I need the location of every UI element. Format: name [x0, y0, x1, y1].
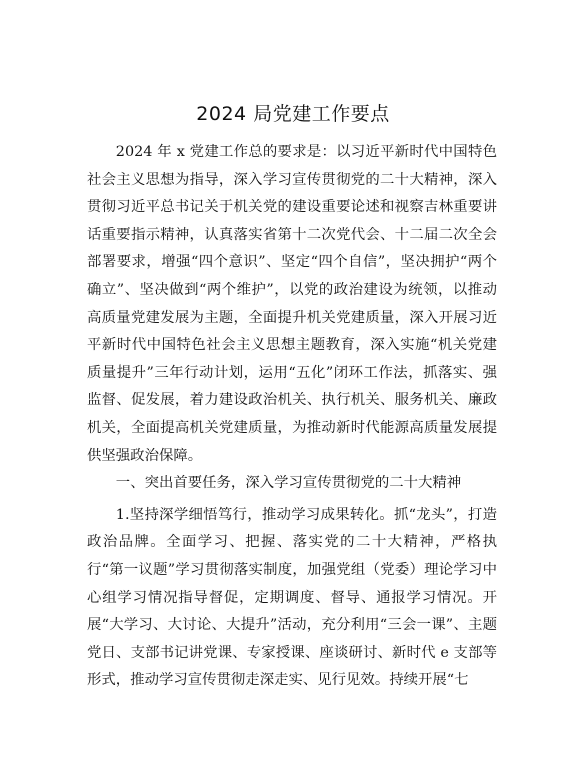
intro-paragraph: 2024 年 x 党建工作总的要求是：以习近平新时代中国特色社会主义思想为指导，深入学习宣传贯彻党的二十大精神，深入贯彻习近平总书记关于机关党的建设重要论述和视察吉林重要讲话重要指示精神，认真落实省第十二次党代会、十二届二次全会部署要求，增强“四个意识”、坚定“四个自信”，坚决拥护“两个确立”、坚决做到“两个维护”，以党的政治建设为统领，以推动高质量党建发展为主题，全面提升机关党建质量，深入开展习近平新时代中国特色社会主义思想主题教育，深入实施“机关党建质量提升”三年行动计划，运用“五化”闭环工作法，抓落实、强监督、促发展，着力建设政治机关、执行机关、服务机关、廉政机关，全面提高机关党建质量，为推动新时代能源高质量发展提供坚强政治保障。 [87, 144, 497, 464]
section-heading: 一、突出首要任务，深入学习宣传贯彻党的二十大精神 [115, 475, 462, 492]
document-body [87, 139, 497, 695]
item-paragraph: 1.坚持深学细悟笃行，推动学习成果转化。抓“龙头”，打造政治品牌。全面学习、把握、落实党的二十大精神，严格执行“第一议题”学习贯彻落实制度，加强党组（党委）理论学习中心组学习情况指导督促，定期调度、督导、通报学习情况。开展“大学习、大讨论、大提升”活动，充分利用“三会一课”、主题党日、支部书记讲党课、专家授课、座谈研讨、新时代 e 支部等形式，推动学习宣传贯彻走深走实、见行见效。持续开展“七 [87, 506, 497, 689]
document-title: 2024 局党建工作要点 [196, 103, 390, 125]
